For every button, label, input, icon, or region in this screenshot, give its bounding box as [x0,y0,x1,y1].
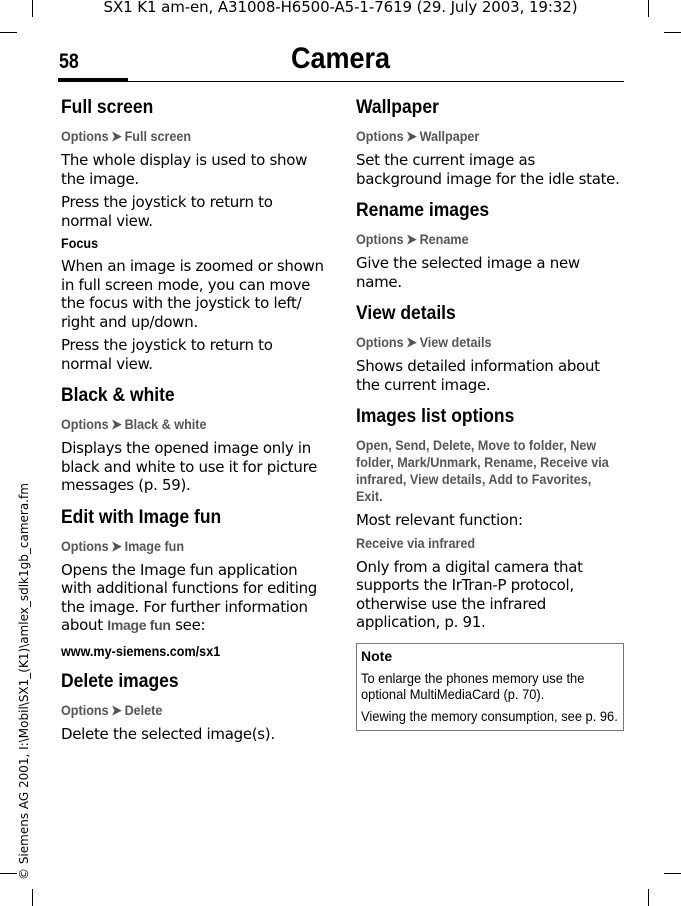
document-info-header: SX1 K1 am-en, A31008-H6500-A5-1-7619 (29. July 2003, 19:32) [103,0,578,16]
section-full-screen [61,96,327,373]
sub-label: Receive via infrared [356,534,476,551]
section-images-list-options [356,405,624,632]
section-heading: Black & white [61,385,175,406]
paragraph: Give the selected image a new name. [356,254,580,291]
paragraph: Shows detailed information about the current image. [356,357,600,394]
arrow-right-icon: ➤ [111,416,122,432]
menu-path: Options ➤ Delete [61,701,163,718]
paragraph: Delete the selected image(s). [61,724,275,743]
section-heading: Rename images [356,200,490,221]
website-url[interactable]: www.my-siemens.com/sx1 [61,642,221,659]
crop-mark [32,889,33,906]
menu-path: Options ➤ Wallpaper [356,128,480,144]
section-heading: Full screen [61,97,154,118]
menu-path: Options ➤ Black & white [61,416,207,432]
section-heading: Edit with Image fun [61,506,222,528]
menu-path: Options ➤ Rename [356,231,469,247]
left-column [61,96,327,754]
paragraph: Only from a digital camera that supports the IrTran-P protocol, otherwise use the infrared application, p. 91. [356,557,583,631]
crop-mark [664,873,681,874]
note-title: Note [361,647,393,664]
crop-mark [0,32,17,33]
copyright-path: © Siemens AG 2001, I:\Mobil\SX1_(K1)\amlex_sdlk1gb_camera.fm [17,483,31,880]
paragraph: Opens the Image fun application with additional functions for editing the image. For further information about Image fun see: [61,560,318,634]
arrow-right-icon: ➤ [406,334,417,350]
menu-path: Options ➤ View details [356,334,492,350]
section-image-fun [61,506,327,659]
arrow-right-icon: ➤ [406,231,417,247]
note-line: Viewing the memory consumption, see p. 96. [361,707,618,724]
arrow-right-icon: ➤ [111,701,122,718]
section-rename-images [356,199,624,291]
section-wallpaper [356,96,624,188]
crop-mark [664,32,681,33]
paragraph: Set the current image as background image for the idle state. [356,151,620,188]
note-box [356,643,624,731]
app-reference: Image fun [107,617,171,633]
section-heading: Wallpaper [356,97,439,118]
note-line: To enlarge the phones memory use the optional MultiMediaCard (p. 70). [361,669,585,702]
arrow-right-icon: ➤ [111,537,122,554]
section-heading: Images list options [356,406,515,427]
section-heading: Delete images [61,670,179,692]
arrow-right-icon: ➤ [111,128,122,144]
page-title: Camera [290,42,391,75]
right-column [356,96,624,731]
section-view-details [356,302,624,394]
section-heading: View details [356,303,456,324]
section-black-white [61,384,327,495]
page-number: 58 [59,50,79,73]
focus-label: Focus [61,235,99,251]
menu-path: Options ➤ Full screen [61,128,192,144]
paragraph: The whole display is used to show the image. [61,151,308,188]
paragraph: Most relevant function: [356,511,523,529]
paragraph: Press the joystick to return to normal view. [61,336,273,373]
crop-mark [0,873,17,874]
paragraph: Displays the opened image only in black and white to use it for picture messages (p. 59). [61,439,318,494]
header-rule [58,81,624,82]
arrow-right-icon: ➤ [406,128,417,144]
section-delete-images [61,670,327,744]
crop-mark [648,889,649,906]
paragraph: Press the joystick to return to normal view. [61,193,273,230]
paragraph: When an image is zoomed or shown in full screen mode, you can move the focus with the joystick to left/ right and up/down. [61,257,324,331]
menu-path: Options ➤ Image fun [61,537,185,554]
options-list: Open, Send, Delete, Move to folder, New folder, Mark/Unmark, Rename, Receive via infrared, View details, Add to Favorites, Exit. [356,437,609,504]
